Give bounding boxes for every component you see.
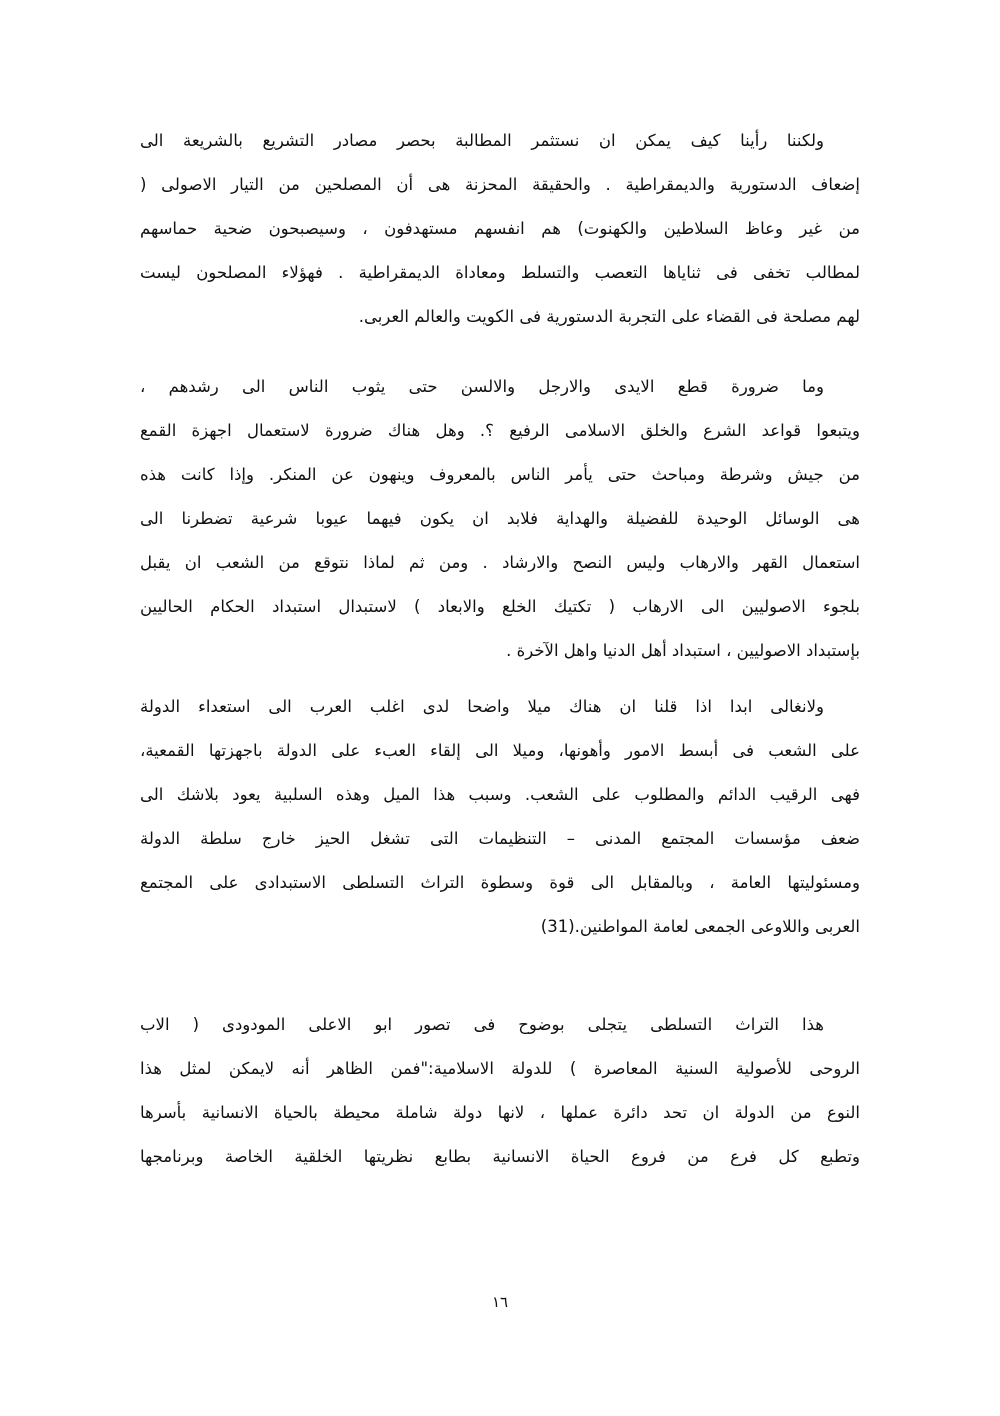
paragraph-1 — [140, 119, 860, 339]
paragraph-4 — [140, 1003, 860, 1179]
text-line: فهى الرقيب الدائم والمطلوب على الشعب. وسبب هذا الميل وهذه السلبية يعود بلاشك الى — [140, 785, 860, 804]
text-line: النوع من الدولة ان تحد دائرة عملها ، لانها دولة شاملة محيطة بالحياة الانسانية بأسرها — [140, 1103, 860, 1122]
text-line: ضعف مؤسسات المجتمع المدنى – التنظيمات التى تشغل الحيز خارج سلطة الدولة — [140, 829, 860, 848]
text-line: العربى واللاوعى الجمعى لعامة المواطنين.(31) — [540, 917, 860, 936]
text-line: وتطبع كل فرع من فروع الحياة الانسانية بطابع نظريتها الخلقية الخاصة وبرنامجها — [140, 1147, 860, 1166]
text-line: بلجوء الاصوليين الى الارهاب ( تكتيك الخلع والابعاد ) لاستبدال استبداد الحكام الحاليين — [140, 597, 860, 616]
text-line: هذا التراث التسلطى يتجلى بوضوح فى تصور ابو الاعلى المودودى ( الاب — [140, 1015, 824, 1034]
text-line: بإستبداد الاصوليين ، استبداد أهل الدنيا واهل الآخرة . — [506, 641, 860, 660]
text-line: من غير وعاظ السلاطين والكهنوت) هم انفسهم مستهدفون ، وسيصبحون ضحية حماسهم — [140, 219, 860, 238]
paragraph-3 — [140, 685, 860, 949]
text-line: هى الوسائل الوحيدة للفضيلة والهداية فلابد ان يكون فيهما عيوبا شرعية تضطرنا الى — [140, 509, 860, 528]
paragraph-2 — [140, 365, 860, 673]
text-line: من جيش وشرطة ومباحث حتى يأمر الناس بالمعروف وينهون عن المنكر. وإذا كانت هذه — [140, 465, 860, 484]
text-line: وما ضرورة قطع الايدى والارجل والالسن حتى يثوب الناس الى رشدهم ، — [140, 377, 824, 396]
text-line: الروحى للأصولية السنية المعاصرة ) للدولة الاسلامية:"فمن الظاهر أنه لايمكن لمثل هذا — [140, 1059, 860, 1078]
text-line: لمطالب تخفى فى ثناياها التعصب والتسلط ومعاداة الديمقراطية . فهؤلاء المصلحون ليست — [140, 263, 860, 282]
text-line: لهم مصلحة فى القضاء على التجربة الدستورية فى الكويت والعالم العربى. — [358, 307, 860, 326]
text-line: ولانغالى ابدا اذا قلنا ان هناك ميلا واضحا لدى اغلب العرب الى استعداء الدولة — [140, 697, 824, 716]
text-line: ومسئوليتها العامة ، وبالمقابل الى قوة وسطوة التراث التسلطى الاستبدادى على المجتمع — [140, 873, 860, 892]
text-line: ويتبعوا قواعد الشرع والخلق الاسلامى الرفيع ؟. وهل هناك ضرورة لاستعمال اجهزة القمع — [140, 421, 860, 440]
text-line: ولكننا رأينا كيف يمكن ان نستثمر المطالبة بحصر مصادر التشريع بالشريعة الى — [140, 131, 824, 150]
text-line: استعمال القهر والارهاب وليس النصح والارشاد . ومن ثم لماذا نتوقع من الشعب ان يقبل — [140, 553, 860, 572]
text-line: على الشعب فى أبسط الامور وأهونها، وميلا الى إلقاء العبء على الدولة باجهزتها القمعية، — [140, 741, 860, 760]
page-number: ١٦ — [491, 1293, 509, 1311]
text-line: إضعاف الدستورية والديمقراطية . والحقيقة المحزنة هى أن المصلحين من التيار الاصولى ( — [140, 175, 860, 194]
